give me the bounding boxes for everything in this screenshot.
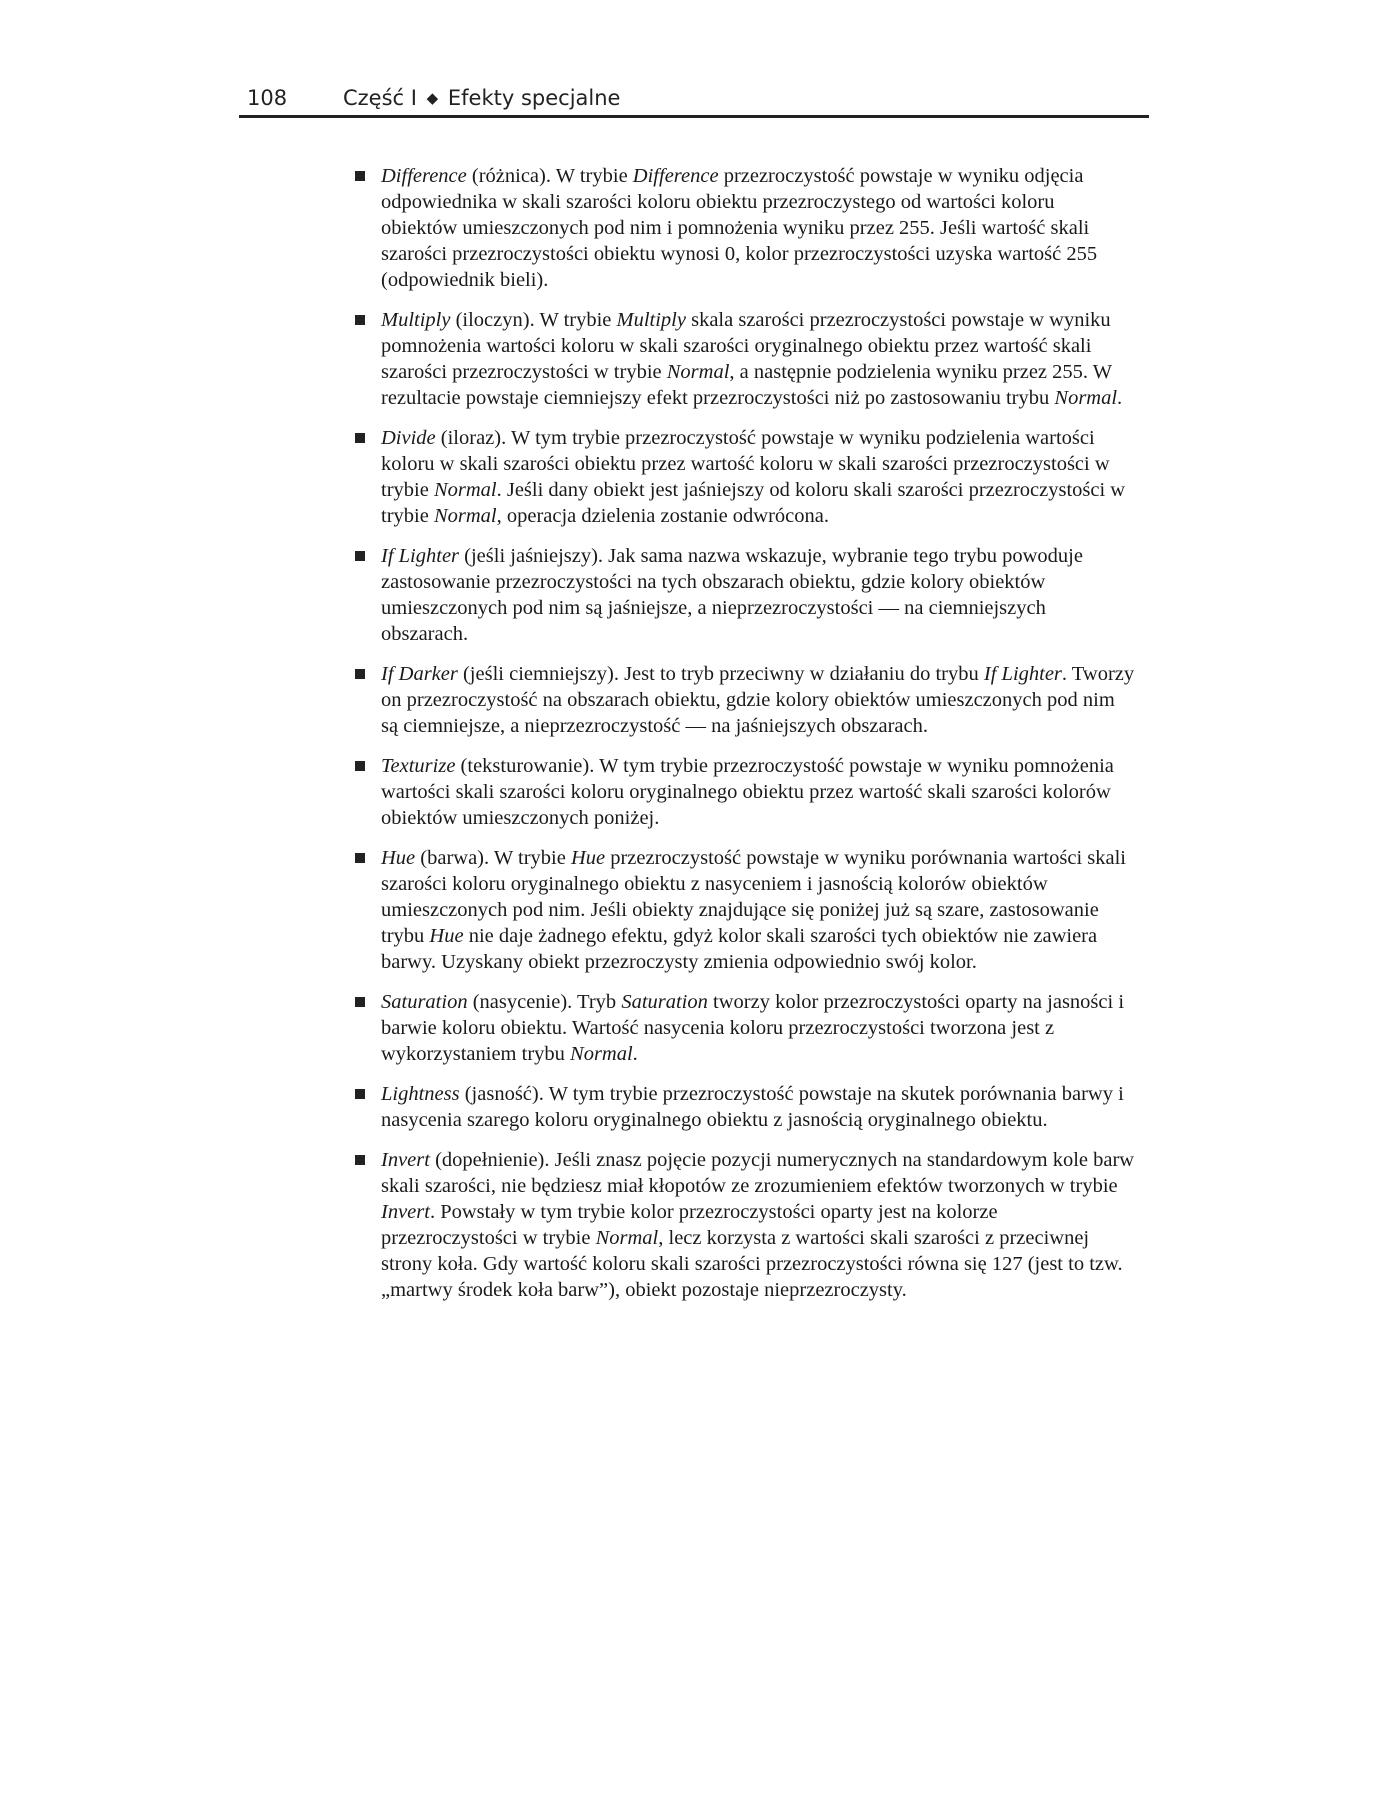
italic-term: Multiply xyxy=(616,309,686,331)
square-bullet-icon xyxy=(355,433,365,443)
italic-term: Normal xyxy=(433,479,497,501)
list-item-divide xyxy=(355,425,1135,529)
list-item-hue xyxy=(355,845,1135,975)
part-label: Część I xyxy=(343,86,417,110)
square-bullet-icon xyxy=(355,315,365,325)
square-bullet-icon xyxy=(355,1155,365,1165)
page-number: 108 xyxy=(247,86,288,110)
square-bullet-icon xyxy=(355,761,365,771)
term: Texturize xyxy=(381,755,456,777)
italic-term: Saturation xyxy=(621,991,708,1013)
square-bullet-icon xyxy=(355,669,365,679)
italic-term: Hue xyxy=(429,925,464,947)
description-text: (nasycenie). Tryb xyxy=(467,991,622,1013)
description-text: , lecz korzysta z wartości skali szarości z przeciwnej strony koła. Gdy wartość koloru skali szarości przezroczystości równa się 127 (jest to tzw. „martwy środek koła barw”), obiekt pozostaje nieprzezroczysty. xyxy=(381,1227,1123,1301)
description-text: . Powstały w tym trybie kolor przezroczystości oparty jest na kolorze przezroczystości w trybie xyxy=(381,1201,998,1249)
description-text: (iloraz). W tym trybie przezroczystość powstaje w wyniku podzielenia wartości koloru w skali szarości obiektu przez wartość koloru w skali szarości przezroczystości w trybie xyxy=(381,427,1110,501)
term: If Lighter xyxy=(381,545,460,567)
square-bullet-icon xyxy=(355,551,365,561)
italic-term: Difference xyxy=(632,165,719,187)
term: Hue xyxy=(381,847,416,869)
list-item-if-lighter xyxy=(355,543,1135,647)
description-text: nie daje żadnego efektu, gdyż kolor skali szarości tych obiektów nie zawiera barwy. Uzyskany obiekt przezroczysty zmienia odpowiednio swój kolor. xyxy=(381,925,1098,973)
term: Saturation xyxy=(381,991,468,1013)
list-item-texturize xyxy=(355,753,1135,831)
running-header xyxy=(239,86,1149,118)
italic-term: Normal xyxy=(570,1043,633,1065)
term: If Darker xyxy=(381,663,458,685)
list-item-invert xyxy=(355,1147,1135,1303)
description-text: (iloczyn). W trybie xyxy=(450,309,617,331)
description-text: . Jeśli dany obiekt jest jaśniejszy od koloru skali szarości przezroczystości w trybie xyxy=(381,479,1126,527)
description-text: skala szarości przezroczystości powstaje w wyniku pomnożenia wartości koloru w skali szarości oryginalnego obiektu przez wartość skali szarości przezroczystości w trybie xyxy=(381,309,1111,383)
description-text: (jasność). W tym trybie przezroczystość powstaje na skutek porównania barwy i nasycenia szarego koloru oryginalnego obiektu z jasnością oryginalnego obiektu. xyxy=(381,1083,1124,1131)
square-bullet-icon xyxy=(355,1089,365,1099)
list-item-if-darker xyxy=(355,661,1135,739)
italic-term: Normal xyxy=(1054,387,1118,409)
square-bullet-icon xyxy=(355,853,365,863)
list-item-saturation xyxy=(355,989,1135,1067)
square-bullet-icon xyxy=(355,997,365,1007)
italic-term: Normal xyxy=(595,1227,659,1249)
description-text: . xyxy=(1117,387,1123,409)
italic-term: Normal xyxy=(433,505,497,527)
italic-term: Normal xyxy=(666,361,730,383)
term: Invert xyxy=(381,1149,430,1171)
term: Multiply xyxy=(381,309,451,331)
running-title xyxy=(343,86,620,110)
list-item-multiply xyxy=(355,307,1135,411)
term: Divide xyxy=(381,427,436,449)
description-text: . xyxy=(632,1043,638,1065)
square-bullet-icon xyxy=(355,171,365,181)
description-text: (dopełnienie). Jeśli znasz pojęcie pozycji numerycznych na standardowym kole barw skali szarości, nie będziesz miał kłopotów ze zrozumieniem efektów tworzonych w trybie xyxy=(381,1149,1135,1197)
term: Difference xyxy=(381,165,467,187)
description-text: (jeśli ciemniejszy). Jest to tryb przeciwny w działaniu do trybu xyxy=(457,663,984,685)
diamond-separator-icon: ◆ xyxy=(426,89,439,107)
description-text: przezroczystość powstaje w wyniku porównania wartości skali szarości koloru oryginalnego obiektu z nasyceniem i jasnością kolorów obiektów umieszczonych pod nim. Jeśli obiekty znajdujące się poniżej już są szare, zastosowanie trybu xyxy=(381,847,1126,947)
description-text: , operacja dzielenia zostanie odwrócona. xyxy=(496,505,830,527)
list-item-difference xyxy=(355,163,1135,293)
description-text: . Tworzy on przezroczystość na obszarach obiektu, gdzie kolory obiektów umieszczonych pod nim są ciemniejsze, a nieprzezroczystość — na jaśniejszych obszarach. xyxy=(381,663,1135,737)
italic-term: If Lighter xyxy=(983,663,1062,685)
chapter-title: Efekty specjalne xyxy=(447,86,621,110)
header-rule xyxy=(239,115,1149,118)
description-text: (barwa). W trybie xyxy=(415,847,571,869)
description-text: tworzy kolor przezroczystości oparty na jasności i barwie koloru obiektu. Wartość nasycenia koloru przezroczystości tworzona jest z wykorzystaniem trybu xyxy=(381,991,1125,1065)
description-text: (jeśli jaśniejszy). Jak sama nazwa wskazuje, wybranie tego trybu powoduje zastosowanie przezroczystości na tych obszarach obiektu, gdzie kolory obiektów umieszczonych pod nim są jaśniejsze, a nieprzezroczystości — na ciemniejszych obszarach. xyxy=(381,545,1083,645)
description-text: , a następnie podzielenia wyniku przez 255. W rezultacie powstaje ciemniejszy efekt przezroczystości niż po zastosowaniu trybu xyxy=(381,361,1112,409)
description-text: (różnica). W trybie xyxy=(466,165,633,187)
term: Lightness xyxy=(381,1083,460,1105)
blend-mode-list xyxy=(355,163,1135,1317)
italic-term: Hue xyxy=(570,847,606,869)
description-text: przezroczystość powstaje w wyniku odjęcia odpowiednika w skali szarości koloru obiektu przezroczystego od wartości koloru obiektów umieszczonych pod nim i pomnożenia wyniku przez 255. Jeśli wartość skali szarości przezroczystości obiektu wynosi 0, kolor przezroczystości uzyska wartość 255 (odpowiednik bieli). xyxy=(381,165,1098,291)
italic-term: Invert xyxy=(381,1201,430,1223)
description-text: (teksturowanie). W tym trybie przezroczystość powstaje w wyniku pomnożenia wartości skali szarości koloru oryginalnego obiektu przez wartość skali szarości kolorów obiektów umieszczonych poniżej. xyxy=(381,755,1114,829)
list-item-lightness xyxy=(355,1081,1135,1133)
